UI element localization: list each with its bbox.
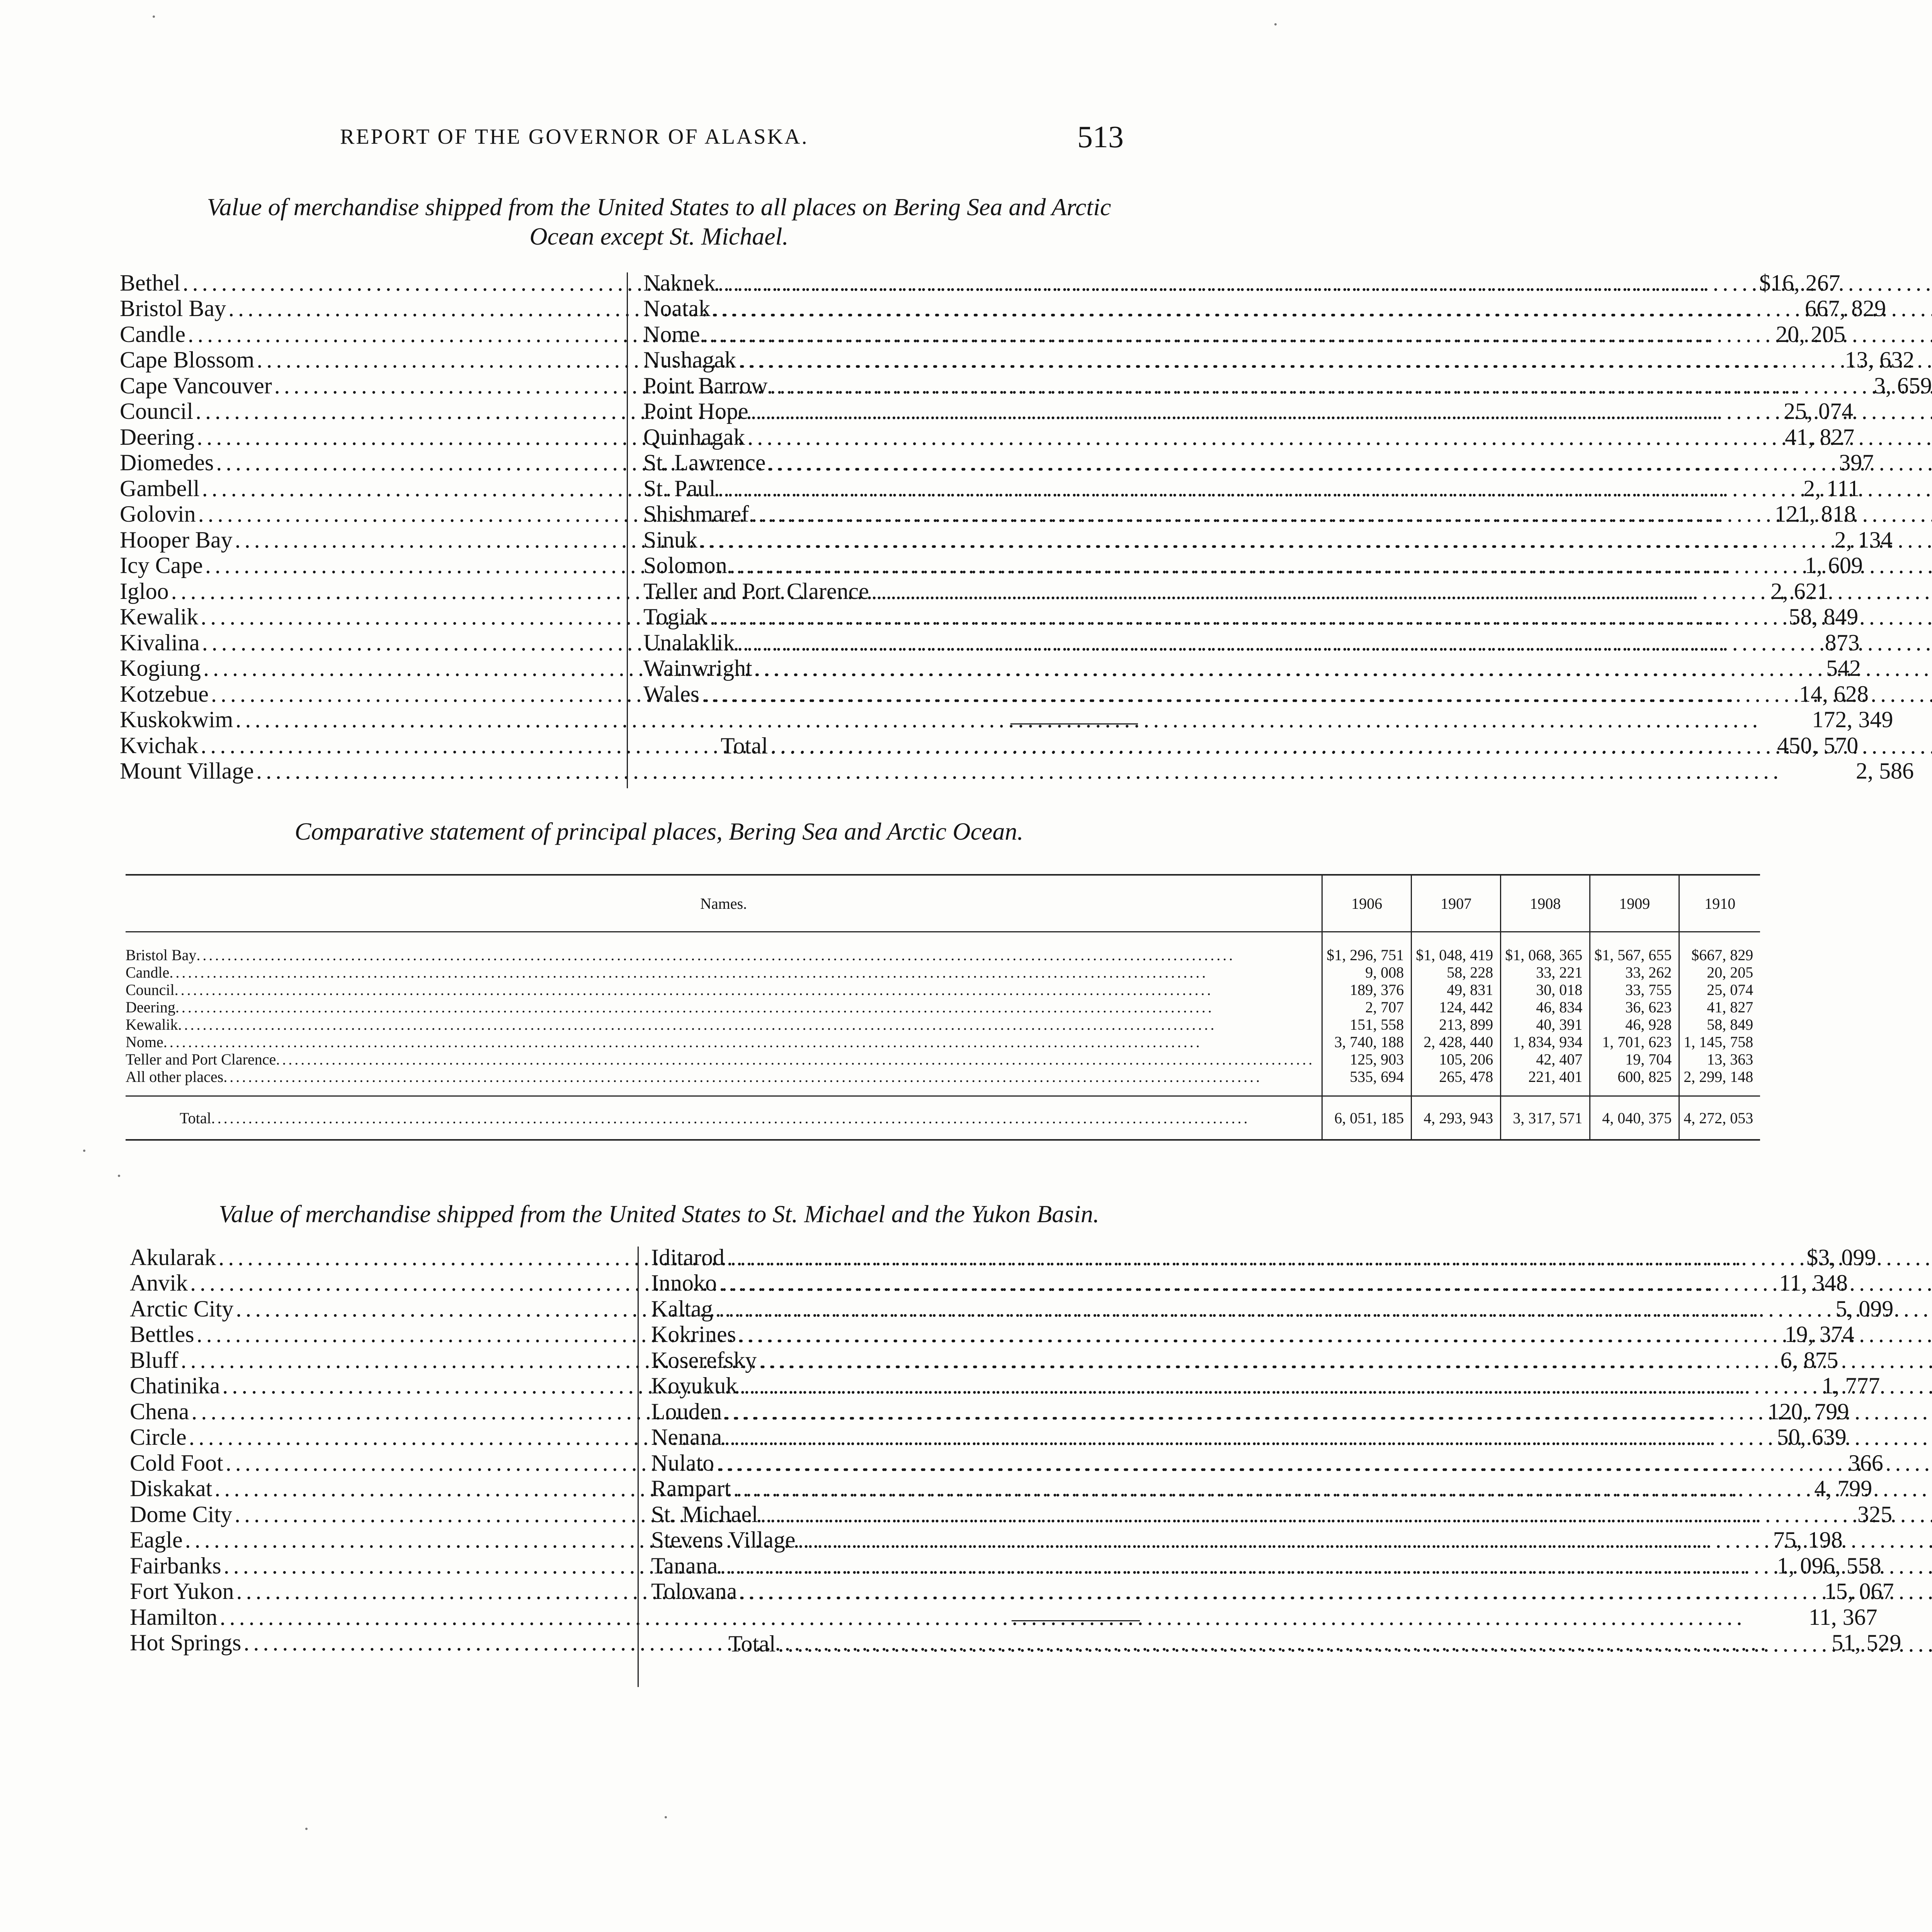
table-cell: 30, 018 [1501, 981, 1590, 998]
place-name: Louden ..... [651, 1398, 1932, 1425]
total-cell-1906: 6, 051, 185 [1322, 1096, 1412, 1140]
page-number: 513 [1077, 120, 1124, 154]
place-name: Rampart ..... [651, 1475, 1932, 1502]
table-cell: 125, 903 [1322, 1051, 1412, 1068]
place-name: St. Lawrence ..... [643, 449, 1932, 476]
place-value: 450, 570 [1727, 732, 1858, 759]
place-name: Akularak ..... [130, 1244, 1745, 1271]
total-cell-1908: 3, 317, 571 [1501, 1096, 1590, 1140]
total-label: Total ..... [651, 1631, 1932, 1657]
place-name: St. Paul ..... [643, 475, 1932, 502]
place-name: Togiak ..... [643, 604, 1932, 630]
place-name: Kaltag ..... [651, 1296, 1932, 1322]
place-value: 5, 099 [1762, 1296, 1893, 1322]
place-name: Kotzebue ..... [120, 681, 1737, 707]
table-row [126, 998, 1760, 1016]
table-cell: 600, 825 [1590, 1068, 1679, 1096]
place-value: 15, 067 [1762, 1578, 1894, 1605]
table-cell: $1, 048, 419 [1412, 932, 1501, 964]
place-value: 58, 849 [1727, 604, 1858, 630]
list-item [651, 1374, 1140, 1400]
total-row [651, 1631, 1140, 1657]
place-name: Nushagak ..... [643, 347, 1932, 373]
place-name: Kokrines ..... [651, 1321, 1932, 1348]
place-value: 14, 628 [1737, 681, 1869, 707]
total-cell-1907: 4, 293, 943 [1412, 1096, 1501, 1140]
table-cell: $1, 296, 751 [1322, 932, 1412, 964]
place-name: Igloo ..... [120, 578, 1697, 605]
place-value: 366 [1752, 1450, 1883, 1476]
place-value: 325 [1761, 1501, 1892, 1528]
place-name: Kvichak ..... [120, 732, 1727, 759]
list-item [651, 1245, 1140, 1271]
table-total-row [126, 1096, 1760, 1140]
list-item [643, 579, 1138, 605]
table-cell: 20, 205 [1679, 964, 1760, 981]
place-name: Iditarod ..... [651, 1244, 1932, 1271]
section3-caption: Value of merchandise shipped from the United States to St. Michael and the Yukon Basin. [219, 1200, 1099, 1228]
table-cell: 3, 740, 188 [1322, 1033, 1412, 1051]
table-row [126, 932, 1760, 964]
comparative-table [126, 874, 1760, 1141]
place-value: 13, 632 [1783, 347, 1914, 373]
header-names: Names. [126, 875, 1322, 932]
place-value: 2, 134 [1761, 527, 1893, 553]
row-name: Nome [126, 1033, 163, 1051]
place-name: Nome ..... [643, 321, 1932, 348]
list-item [651, 1399, 1140, 1425]
list-item [651, 1502, 1140, 1528]
header-1910: 1910 [1679, 875, 1760, 932]
place-name: Innoko ..... [651, 1270, 1932, 1296]
place-value: 51, 529 [1770, 1629, 1901, 1656]
place-value: 120, 799 [1718, 1398, 1849, 1425]
row-name-cell [126, 964, 1322, 981]
total-cell-1909: 4, 040, 375 [1590, 1096, 1679, 1140]
table-cell: 19, 704 [1590, 1051, 1679, 1068]
place-name: Bristol Bay ..... [120, 295, 1755, 322]
place-name: Nulato ..... [651, 1450, 1932, 1476]
place-value: 667, 829 [1755, 295, 1886, 322]
place-value: 1, 777 [1748, 1372, 1880, 1399]
place-name: Solomon ..... [643, 552, 1932, 579]
total-row [643, 733, 1138, 759]
place-name: Anvik ..... [130, 1270, 1716, 1296]
table-cell: 2, 299, 148 [1679, 1068, 1760, 1096]
table-cell: $1, 567, 655 [1590, 932, 1679, 964]
place-name: Bluff ..... [130, 1347, 1707, 1374]
place-value: $3, 099 [1745, 1244, 1876, 1271]
place-value: 50, 639 [1715, 1424, 1847, 1451]
place-name: Stevens Village ..... [651, 1527, 1932, 1553]
list-item [651, 1528, 1140, 1554]
place-name: Fort Yukon ..... [130, 1578, 1762, 1605]
row-name: Candle [126, 964, 170, 981]
section3-total [651, 1631, 1140, 1657]
list-item [643, 527, 1138, 553]
place-name: Bethel ..... [120, 270, 1709, 296]
place-name: Chena ..... [130, 1398, 1718, 1425]
table-cell: 46, 928 [1590, 1016, 1679, 1033]
table-row [126, 964, 1760, 981]
place-value: 172, 349 [1762, 706, 1893, 733]
place-name: Cape Blossom ..... [120, 347, 1783, 373]
row-name-cell [126, 1016, 1322, 1033]
list-item [643, 270, 1138, 296]
section1-caption [0, 192, 1318, 251]
list-item [643, 348, 1138, 374]
table-cell: 9, 008 [1322, 964, 1412, 981]
place-name: Teller and Port Clarence ..... [643, 578, 1932, 605]
table-cell: $667, 829 [1679, 932, 1760, 964]
place-name: Koyukuk ..... [651, 1372, 1932, 1399]
place-name: Arctic City ..... [130, 1296, 1762, 1322]
table-cell: 13, 363 [1679, 1051, 1760, 1068]
place-value: 121, 818 [1725, 501, 1856, 527]
place-name: Eagle ..... [130, 1527, 1711, 1553]
table-cell: 46, 834 [1501, 998, 1590, 1016]
place-value: 542 [1730, 655, 1861, 682]
place-name: Kuskokwim ..... [120, 706, 1762, 733]
table-cell: 25, 074 [1679, 981, 1760, 998]
place-name: Candle ..... [120, 321, 1714, 348]
table-cell: 33, 221 [1501, 964, 1590, 981]
list-item [643, 296, 1138, 322]
place-name: Sinuk ..... [643, 527, 1932, 553]
place-value: 25, 074 [1722, 398, 1853, 425]
table-row [126, 1033, 1760, 1051]
list-item [643, 630, 1138, 656]
place-name: Point Barrow ..... [643, 372, 1932, 399]
table-cell: 36, 623 [1590, 998, 1679, 1016]
total-rule [1010, 723, 1138, 724]
total-name: Total [180, 1109, 211, 1127]
list-item [643, 553, 1138, 579]
place-name: Quinhagak ..... [643, 424, 1932, 451]
place-value: 1, 609 [1731, 552, 1863, 579]
row-name: Council [126, 981, 175, 998]
table-cell: 42, 407 [1501, 1051, 1590, 1068]
list-item [643, 656, 1138, 682]
place-name: Noatak ..... [643, 295, 1932, 322]
place-value: 11, 348 [1716, 1270, 1848, 1296]
section1-caption-line2: Ocean except St. Michael. [529, 223, 789, 250]
table-cell: $1, 068, 365 [1501, 932, 1590, 964]
table-cell: 58, 849 [1679, 1016, 1760, 1033]
total-rule [1012, 1620, 1140, 1621]
row-name-cell [126, 981, 1322, 998]
table-header-row [126, 875, 1760, 932]
place-value: 1, 096, 558 [1750, 1553, 1881, 1579]
row-name-cell [126, 1051, 1322, 1068]
place-name: Circle ..... [130, 1424, 1715, 1451]
table-cell: 189, 376 [1322, 981, 1412, 998]
place-name: Diskakat ..... [130, 1475, 1741, 1502]
table-cell: 265, 478 [1412, 1068, 1501, 1096]
table-row [126, 1016, 1760, 1033]
place-value: $16, 267 [1709, 270, 1840, 296]
list-item [120, 707, 1893, 733]
place-value: 3, 659 [1801, 372, 1932, 399]
place-name: St. Michael ..... [651, 1501, 1932, 1528]
place-value: 11, 367 [1746, 1604, 1878, 1631]
list-item [643, 502, 1138, 528]
place-value: 41, 827 [1723, 424, 1854, 451]
list-item [130, 1604, 1878, 1631]
row-name-cell [126, 998, 1322, 1016]
place-name: Naknek ..... [643, 270, 1932, 296]
place-name: Wainwright ..... [643, 655, 1932, 682]
table-cell: 151, 558 [1322, 1016, 1412, 1033]
place-name: Mount Village ..... [120, 758, 1782, 784]
place-name: Kogiung ..... [120, 655, 1730, 682]
list-item [651, 1296, 1140, 1322]
place-value: 20, 205 [1714, 321, 1845, 348]
table-cell: 2, 428, 440 [1412, 1033, 1501, 1051]
list-item [643, 682, 1138, 707]
place-name: Icy Cape ..... [120, 552, 1731, 579]
list-item [651, 1425, 1140, 1451]
place-name: Nenana ..... [651, 1424, 1932, 1451]
place-name: Chatinika ..... [130, 1372, 1748, 1399]
list-item [651, 1451, 1140, 1476]
place-name: Dome City ..... [130, 1501, 1761, 1528]
list-item [643, 605, 1138, 631]
place-name: Wales ..... [643, 681, 1932, 707]
place-value: 19, 374 [1723, 1321, 1854, 1348]
row-name-cell [126, 1068, 1322, 1096]
table-cell: 124, 442 [1412, 998, 1501, 1016]
place-value: 2, 586 [1782, 758, 1914, 784]
section1-right-list [643, 270, 1138, 707]
row-name: Deering [126, 998, 175, 1016]
place-name: Bettles ..... [130, 1321, 1723, 1348]
list-item [643, 425, 1138, 451]
comparative-caption: Comparative statement of principal places, Bering Sea and Arctic Ocean. [294, 818, 1024, 845]
place-name: Council ..... [120, 398, 1722, 425]
place-name: Diomedes ..... [120, 449, 1742, 476]
row-name: Bristol Bay [126, 946, 197, 964]
table-body [126, 932, 1760, 1096]
table-row [126, 1051, 1760, 1068]
section1-total [643, 733, 1138, 759]
row-name: Teller and Port Clarence [126, 1051, 276, 1068]
header-1907: 1907 [1412, 875, 1501, 932]
place-value: 75, 198 [1711, 1527, 1843, 1553]
total-cell-1910: 4, 272, 053 [1679, 1096, 1760, 1140]
place-name: Kewalik ..... [120, 604, 1727, 630]
table-row [126, 981, 1760, 998]
place-name: Hamilton ..... [130, 1604, 1746, 1631]
section3-right-list [651, 1245, 1140, 1605]
place-value: 397 [1742, 449, 1874, 476]
table-cell: 58, 228 [1412, 964, 1501, 981]
table-row [126, 1068, 1760, 1096]
place-value: 873 [1728, 629, 1860, 656]
place-name: Fairbanks ..... [130, 1553, 1750, 1579]
table-cell: 1, 701, 623 [1590, 1033, 1679, 1051]
list-item [651, 1271, 1140, 1297]
place-value: 6, 875 [1707, 1347, 1838, 1374]
table-cell: 1, 145, 758 [1679, 1033, 1760, 1051]
column-divider [638, 1247, 639, 1687]
place-name: Hot Springs ..... [130, 1629, 1770, 1656]
table-cell: 33, 262 [1590, 964, 1679, 981]
place-name: Point Hope ..... [643, 398, 1932, 425]
column-divider [627, 272, 628, 788]
list-item [643, 399, 1138, 425]
place-name: Hooper Bay ..... [120, 527, 1761, 553]
list-item [651, 1553, 1140, 1579]
table-cell: 105, 206 [1412, 1051, 1501, 1068]
list-item [643, 476, 1138, 502]
place-name: Cape Vancouver ..... [120, 372, 1801, 399]
list-item [651, 1322, 1140, 1348]
header-1906: 1906 [1322, 875, 1412, 932]
place-name: Kivalina ..... [120, 629, 1728, 656]
place-name: Tanana ..... [651, 1553, 1932, 1579]
header-1908: 1908 [1501, 875, 1590, 932]
place-name: Gambell ..... [120, 475, 1728, 502]
place-value: 4, 799 [1741, 1475, 1872, 1502]
table-cell: 213, 899 [1412, 1016, 1501, 1033]
running-header: REPORT OF THE GOVERNOR OF ALASKA. [340, 125, 809, 149]
place-name: Unalaklik ..... [643, 629, 1932, 656]
row-name-cell [126, 932, 1322, 964]
place-name: Deering ..... [120, 424, 1723, 451]
list-item [643, 322, 1138, 348]
list-item [643, 373, 1138, 399]
place-name: Shishmaref ..... [643, 501, 1932, 527]
table-cell: 41, 827 [1679, 998, 1760, 1016]
place-name: Tolovana ..... [651, 1578, 1932, 1605]
place-name: Cold Foot ..... [130, 1450, 1752, 1476]
table-cell: 221, 401 [1501, 1068, 1590, 1096]
table-cell: 2, 707 [1322, 998, 1412, 1016]
table-cell: 49, 831 [1412, 981, 1501, 998]
list-item [120, 758, 1914, 785]
total-cell-name [126, 1096, 1322, 1140]
table-cell: 1, 834, 934 [1501, 1033, 1590, 1051]
row-name: Kewalik [126, 1016, 178, 1033]
table-cell: 40, 391 [1501, 1016, 1590, 1033]
table-cell: 33, 755 [1590, 981, 1679, 998]
row-name: All other places [126, 1068, 224, 1085]
row-name-cell [126, 1033, 1322, 1051]
total-label: Total ..... [643, 733, 1932, 759]
place-name: Koserefsky ..... [651, 1347, 1932, 1374]
place-value: 2, 621 [1697, 578, 1829, 605]
header-1909: 1909 [1590, 875, 1679, 932]
list-item [651, 1348, 1140, 1374]
place-value: 2, 111 [1728, 475, 1860, 502]
list-item [651, 1579, 1140, 1605]
place-name: Golovin ..... [120, 501, 1725, 527]
list-item [643, 451, 1138, 476]
table-cell: 535, 694 [1322, 1068, 1412, 1096]
section1-caption-line1: Value of merchandise shipped from the United States to all places on Bering Sea and Arctic [207, 193, 1111, 221]
list-item [651, 1476, 1140, 1502]
